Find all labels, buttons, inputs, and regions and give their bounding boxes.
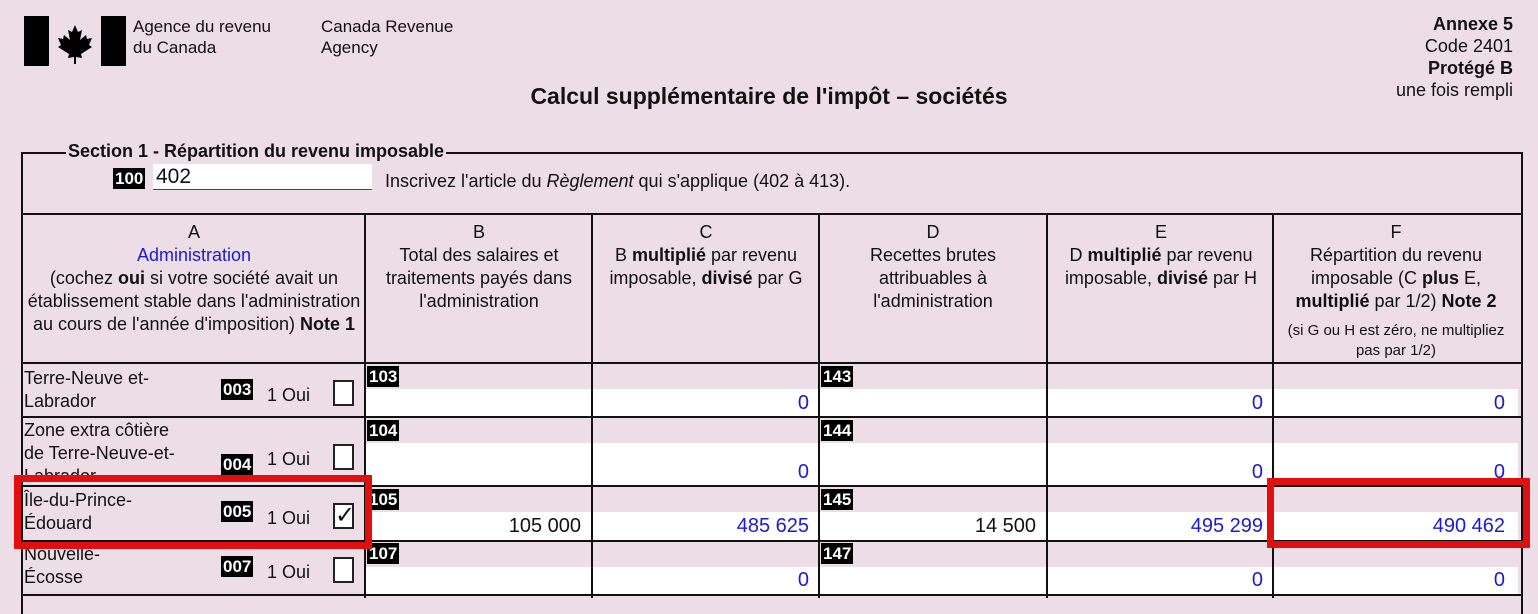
- col-f-p1: Répartition du revenu imposable (C: [1309, 245, 1483, 288]
- checkbox-code: 007: [223, 557, 252, 576]
- instruction-part-1: Inscrivez l'article du: [385, 171, 547, 191]
- agency-en-line-2: Agency: [321, 38, 378, 57]
- line-code-d: 145: [823, 490, 852, 509]
- col-c-b1: multiplié: [631, 245, 706, 265]
- line-code-b: 107: [369, 544, 398, 563]
- oui-label: 1 Oui: [267, 508, 311, 528]
- oui-label: 1 Oui: [267, 449, 311, 469]
- column-c-value: 485 625: [736, 515, 809, 537]
- checkbox-code: 005: [223, 502, 252, 521]
- line-code-d: 143: [823, 367, 852, 386]
- administration-link[interactable]: Administration: [136, 245, 252, 265]
- column-e-value: 0: [1251, 461, 1263, 483]
- protected-note: une fois rempli: [1395, 80, 1513, 100]
- column-c-value: 0: [797, 392, 809, 414]
- column-e-description: [1050, 244, 1272, 290]
- highlight-pei-checkbox: [14, 475, 372, 549]
- column-a-header: [24, 221, 364, 336]
- province-label: Île-du-Prince-Édouard: [24, 490, 133, 533]
- col-f-p3: par 1/2): [1369, 291, 1442, 311]
- salary-field[interactable]: [366, 567, 591, 594]
- form-title: [0, 83, 1538, 110]
- col-e-p2: par revenu imposable,: [1064, 245, 1253, 288]
- column-c-value: 0: [797, 461, 809, 483]
- form-code: Code 2401: [1424, 36, 1513, 56]
- column-f-value: 0: [1493, 461, 1505, 483]
- column-c-header: [595, 221, 817, 290]
- form-identifier: [1396, 13, 1513, 101]
- column-f-letter: F: [1390, 222, 1402, 242]
- salary-field[interactable]: [366, 389, 591, 416]
- agency-fr-line-1: Agence du revenu: [133, 17, 271, 36]
- gross-revenue-field[interactable]: [820, 567, 1046, 594]
- schedule-number: Annexe 5: [1432, 14, 1513, 34]
- col-c-p1: B: [614, 245, 632, 265]
- column-f-note: (si G ou H est zéro, ne multipliez pas par 1/2): [1287, 322, 1505, 359]
- col-e-p3: par H: [1208, 268, 1258, 288]
- column-f-value: 0: [1493, 392, 1505, 414]
- column-b-description: Total des salaires et traitements payés dans l'administration: [385, 245, 573, 311]
- column-a-letter: A: [187, 222, 200, 242]
- col-a-note: Note 1: [300, 314, 356, 334]
- highlight-allocation-value: [1267, 478, 1530, 548]
- column-e-letter: E: [1154, 222, 1167, 242]
- column-c-value: 0: [797, 569, 809, 591]
- column-d-description: Recettes brutes attribuables à l'administration: [869, 245, 997, 311]
- province-label: Nouvelle-Écosse: [24, 544, 101, 587]
- agency-en-line-1: Canada Revenue: [321, 17, 454, 36]
- agency-name-en: [321, 16, 453, 58]
- oui-label: 1 Oui: [267, 562, 311, 582]
- col-c-p2: par revenu imposable,: [609, 245, 798, 288]
- column-a-description: [24, 267, 364, 336]
- agency-name-fr: [133, 16, 271, 58]
- column-f-header: [1277, 221, 1515, 361]
- col-c-b2: divisé: [701, 268, 753, 288]
- province-label: Terre-Neuve et-Labrador: [24, 368, 150, 411]
- province-checkbox[interactable]: [333, 557, 354, 583]
- col-f-p2: E,: [1459, 268, 1482, 288]
- line-code-b: 104: [369, 421, 398, 440]
- salary-field[interactable]: [366, 443, 591, 485]
- column-d-letter: D: [926, 222, 940, 242]
- column-e-value: 0: [1251, 569, 1263, 591]
- province-checkbox[interactable]: [333, 444, 354, 470]
- col-c-p3: par G: [752, 268, 803, 288]
- regulation-instruction: [385, 171, 850, 192]
- province-label: Zone extra côtière de Terre-Neuve-et-Labrador: [24, 420, 175, 483]
- protected-label: Protégé B: [1427, 58, 1513, 78]
- line-code-d: 144: [823, 421, 852, 440]
- table-top-border: [21, 213, 1521, 215]
- gross-revenue-field[interactable]: 14 500: [974, 515, 1036, 537]
- col-f-b1: plus: [1422, 268, 1460, 288]
- column-f-description: [1277, 244, 1515, 313]
- column-e-value: 495 299: [1190, 515, 1263, 537]
- col-e-p1: D: [1069, 245, 1088, 265]
- row-divider-1: [21, 416, 1521, 418]
- header-bottom-border: [21, 362, 1521, 364]
- row-divider-4: [21, 594, 1521, 596]
- column-e-header: [1050, 221, 1272, 290]
- gross-revenue-field[interactable]: [820, 443, 1046, 485]
- regulation-section-input[interactable]: 402: [153, 164, 372, 190]
- province-checkbox[interactable]: [333, 380, 354, 406]
- column-f-value: 490 462: [1432, 515, 1505, 537]
- column-f-value: 0: [1493, 569, 1505, 591]
- form-title-text: Calcul supplémentaire de l'impôt – sociétés: [530, 83, 1008, 109]
- canada-flag-icon: [24, 16, 126, 66]
- col-a-text-1: (cochez: [49, 268, 118, 288]
- line-code-b: 105: [369, 490, 398, 509]
- column-c-description: [595, 244, 817, 290]
- checkbox-code: 004: [223, 455, 252, 474]
- column-b-letter: B: [472, 222, 485, 242]
- gross-revenue-field[interactable]: [820, 389, 1046, 416]
- oui-label: 1 Oui: [267, 385, 311, 405]
- line-code-d: 147: [823, 544, 852, 563]
- column-d-header: [822, 221, 1044, 313]
- col-a-oui: oui: [117, 268, 145, 288]
- salary-field[interactable]: 105 000: [508, 515, 581, 537]
- checkbox-code: 003: [223, 380, 252, 399]
- col-f-b2: multiplié: [1295, 291, 1370, 311]
- province-checkbox-checked[interactable]: ✓: [335, 502, 356, 529]
- agency-fr-line-2: du Canada: [133, 38, 217, 57]
- col-a-text-2: si votre société avait un établissement stable dans l'administration au cours de l'année d'imposition): [27, 268, 361, 334]
- col-f-b3: Note 2: [1441, 291, 1497, 311]
- line-code-b: 103: [369, 367, 398, 386]
- col-e-b1: multiplié: [1087, 245, 1162, 265]
- section-1-legend: Section 1 - Répartition du revenu imposable: [68, 141, 445, 161]
- instruction-regulation: Règlement: [546, 171, 634, 191]
- col-e-b2: divisé: [1157, 268, 1209, 288]
- column-b-header: [368, 221, 590, 313]
- instruction-part-2: qui s'applique (402 à 413).: [633, 171, 851, 191]
- column-e-value: 0: [1251, 392, 1263, 414]
- column-c-letter: C: [699, 222, 713, 242]
- field-code-100: 100: [115, 169, 144, 188]
